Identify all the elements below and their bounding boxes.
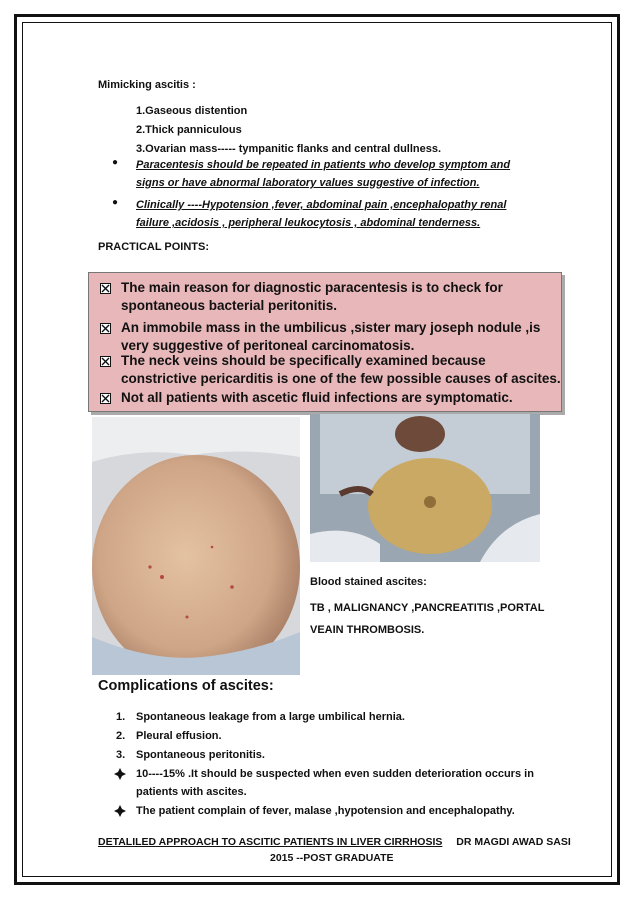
footer-year: 2015 --POST GRADUATE — [270, 852, 394, 864]
diamond-bullet-icon — [114, 805, 126, 817]
footer-title: DETALILED APPROACH TO ASCITIC PATIENTS IN LIVER CIRRHOSIS — [98, 836, 443, 848]
bullet-clinically: Clinically ----Hypotension ,fever, abdominal pain ,encephalopathy renal failure ,acidosis , peripheral leukocytosis , abdominal tenderness. — [136, 199, 507, 229]
complications-heading: Complications of ascites: — [98, 678, 274, 694]
practical-point: Not all patients with ascetic fluid infections are symptomatic. — [121, 390, 513, 405]
practical-point: An immobile mass in the umbilicus ,sister mary joseph nodule ,is very suggestive of peritoneal carcinomatosis. — [121, 320, 541, 353]
checkbox-x-icon — [100, 356, 111, 367]
list-number: 1. — [116, 711, 126, 723]
footer-author: DR MAGDI AWAD SASI — [456, 836, 571, 848]
complication-note: The patient complain of fever, malase ,hypotension and encephalopathy. — [136, 805, 515, 817]
checkbox-x-icon — [100, 323, 111, 334]
bullet-paracentesis: Paracentesis should be repeated in patients who develop symptom and signs or have abnormal laboratory values suggestive of infection. — [136, 159, 511, 189]
list-number: 3. — [116, 749, 126, 761]
list-number: 2. — [116, 730, 126, 742]
blood-stained-causes: TB , MALIGNANCY ,PANCREATITIS ,PORTAL VEAIN THROMBOSIS. — [310, 602, 545, 636]
distended-abdomen-photo — [92, 417, 300, 675]
checkbox-x-icon — [100, 393, 111, 404]
footer-line-1 — [98, 836, 571, 848]
bullet-icon: ● — [112, 157, 119, 168]
diamond-bullet-icon — [114, 768, 126, 780]
abdomen-bed-photo — [310, 414, 540, 562]
list-item: 1.Gaseous distention — [136, 105, 248, 117]
blood-stained-heading: Blood stained ascites: — [310, 576, 427, 588]
practical-heading: PRACTICAL POINTS: — [98, 241, 210, 253]
list-item: 2.Thick panniculous — [136, 124, 242, 136]
complication-item: Spontaneous peritonitis. — [136, 749, 265, 761]
mimicking-list — [136, 102, 441, 159]
bullet-icon: ● — [112, 197, 119, 208]
complication-item: Spontaneous leakage from a large umbilical hernia. — [136, 711, 405, 723]
checkbox-x-icon — [100, 283, 111, 294]
practical-point: The neck veins should be specifically examined because constrictive pericarditis is one of the few possible causes of ascites. — [121, 353, 561, 386]
complication-note: 10----15% .It should be suspected when even sudden deterioration occurs in patients with ascites. — [136, 768, 534, 798]
list-item: 3.Ovarian mass----- tympanitic flanks and central dullness. — [136, 143, 442, 155]
complication-item: Pleural effusion. — [136, 730, 222, 742]
mimicking-heading: Mimicking ascitis : — [98, 79, 196, 91]
practical-point: The main reason for diagnostic paracentesis is to check for spontaneous bacterial peritonitis. — [121, 280, 503, 313]
